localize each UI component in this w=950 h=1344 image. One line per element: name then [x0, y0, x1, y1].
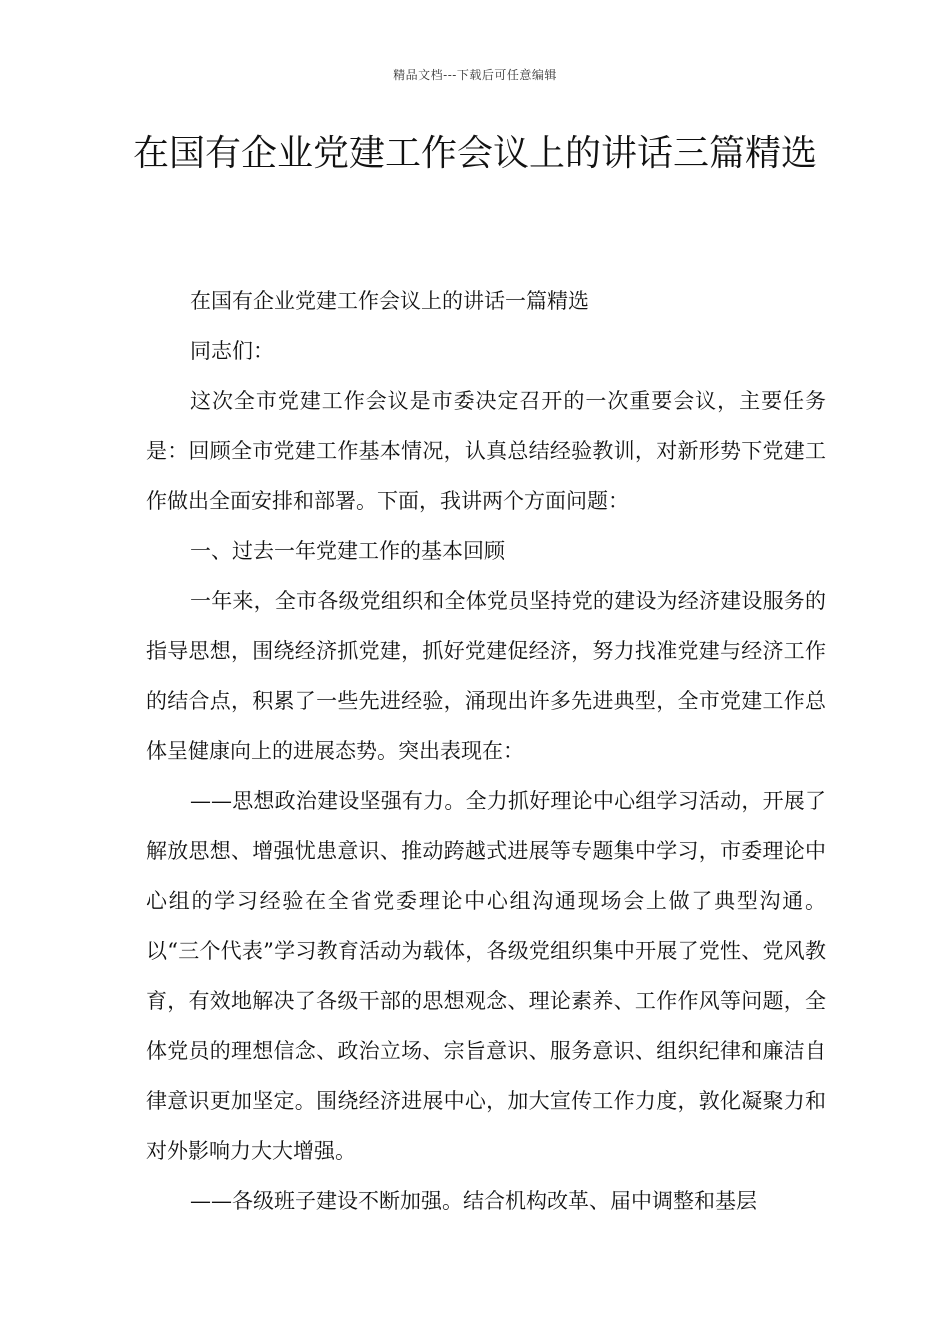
document-title: 在国有企业党建工作会议上的讲话三篇精选 — [132, 133, 817, 174]
body-paragraph: ——思想政治建设坚强有力。全力抓好理论中心组学习活动，开展了解放思想、增强忧患意识、推动跨越式进展等专题集中学习，市委理论中心组的学习经验在全省党委理论中心组沟通现场会上做了典型沟通。以“三个代表”学习教育活动为载体，各级党组织集中开展了党性、党风教育，有效地解决了各级干部的思想观念、理论素养、工作作风等问题，全体党员的理想信念、政治立场、宗旨意识、服务意识、组织纪律和廉洁自律意识更加坚定。围绕经济进展中心，加大宣传工作力度，敦化凝聚力和对外影响力大大增强。 — [146, 789, 826, 1163]
header-note: 精品文档---下载后可任意编辑 — [393, 68, 557, 82]
salutation-paragraph: 同志们： — [190, 339, 274, 363]
body-paragraph: 这次全市党建工作会议是市委决定召开的一次重要会议，主要任务是：回顾全市党建工作基本情况，认真总结经验教训，对新形势下党建工作做出全面安排和部署。下面，我讲两个方面问题： — [146, 389, 826, 513]
body-paragraph: ——各级班子建设不断加强。结合机构改革、届中调整和基层 — [190, 1189, 757, 1213]
section-heading: 一、过去一年党建工作的基本回顾 — [190, 539, 505, 563]
subtitle-paragraph: 在国有企业党建工作会议上的讲话一篇精选 — [190, 289, 589, 313]
document-body — [146, 276, 826, 1226]
body-paragraph: 一年来，全市各级党组织和全体党员坚持党的建设为经济建设服务的指导思想，围绕经济抓党建，抓好党建促经济，努力找准党建与经济工作的结合点，积累了一些先进经验，涌现出许多先进典型，全市党建工作总体呈健康向上的进展态势。突出表现在： — [146, 589, 826, 763]
